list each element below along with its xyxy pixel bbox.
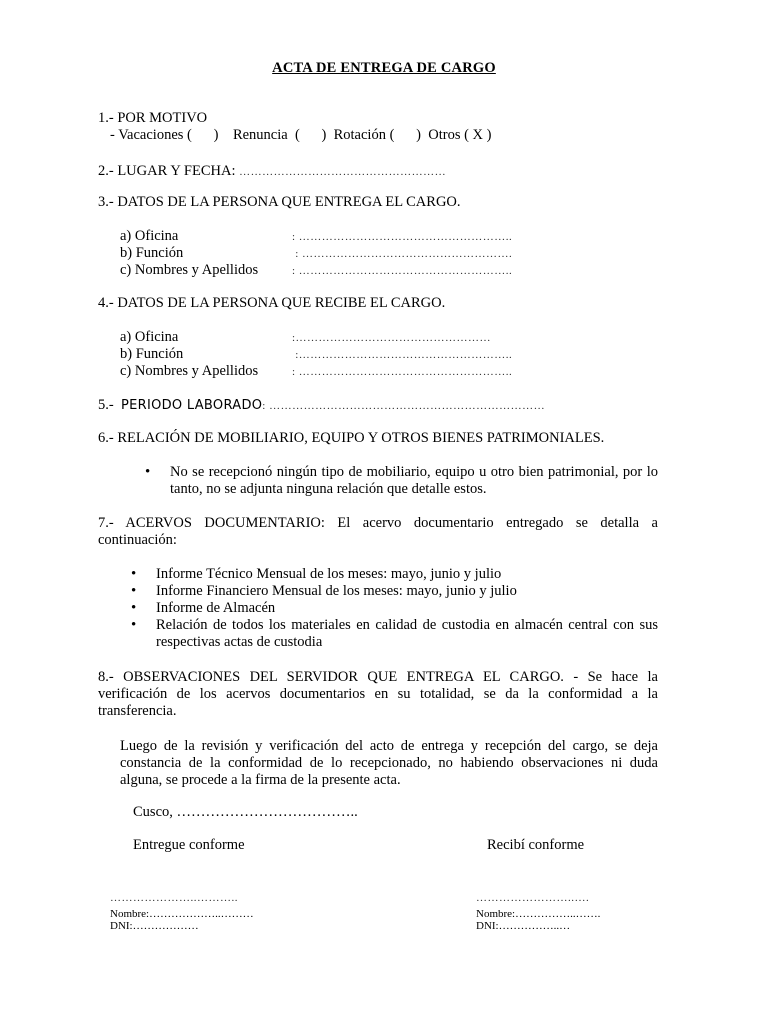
section-2-heading: 2.- LUGAR Y FECHA:: [98, 163, 236, 179]
sign-right-line: ……………………..….: [476, 892, 590, 904]
section-3-heading: 3.- DATOS DE LA PERSONA QUE ENTREGA EL CARGO.: [98, 194, 461, 210]
s3-funcion-label: b) Función: [120, 245, 184, 261]
sign-left-name: Nombre:………………..………: [110, 908, 254, 920]
s3-funcion-value: : ……………………………………………….: [292, 248, 513, 260]
document-title: ACTA DE ENTREGA DE CARGO: [272, 60, 496, 76]
section-5-prefix: 5.-: [98, 397, 121, 413]
sign-left-line: …………………..………..: [110, 892, 238, 904]
list-item: • Relación de todos los materiales en calidad de custodia en almacén central con sus respectivas actas de custodia: [131, 617, 658, 651]
section-8-heading: [98, 669, 658, 720]
section-7-heading: [98, 515, 658, 549]
s4-funcion-label: b) Función: [120, 346, 184, 362]
s3-nombres-value: : ………………………………………………..: [292, 265, 513, 277]
s4-nombres-value: : ………………………………………………..: [292, 366, 513, 378]
section-7-text: 7.- ACERVOS DOCUMENTARIO: El acervo documentario entregado se detalla a continuación:: [98, 515, 658, 548]
s3-oficina-label: a) Oficina: [120, 228, 179, 244]
section-2-dots: ………………………………………………: [239, 166, 447, 178]
section-4-heading: 4.- DATOS DE LA PERSONA QUE RECIBE EL CARGO.: [98, 295, 446, 311]
section-5-dots: : ………………………………………………………………: [262, 400, 546, 412]
sign-right-name: Nombre:……………..…….: [476, 908, 601, 920]
s3-oficina-value: : ………………………………………………..: [292, 231, 513, 243]
section-2-line: [98, 163, 446, 181]
place-date: Cusco, ………………………………..: [133, 804, 358, 820]
s4-nombres-label: c) Nombres y Apellidos: [120, 363, 259, 379]
sign-right-dni: DNI:……………..…: [476, 920, 571, 932]
list-item: • Informe de Almacén: [131, 600, 658, 617]
section-1-options: - Vacaciones ( ) Renuncia ( ) Rotación ( ) Otros ( X ): [110, 127, 492, 143]
section-5-heading: PERIODO LABORADO: [120, 398, 263, 413]
section-8-text: 8.- OBSERVACIONES DEL SERVIDOR QUE ENTREGA EL CARGO. - Se hace la verificación de los acervos documentarios en su totalidad, se da la conformidad a la transferencia.: [98, 669, 658, 719]
s4-oficina-label: a) Oficina: [120, 329, 179, 345]
section-7-list: [131, 566, 658, 651]
list-item: • Informe Financiero Mensual de los meses: mayo, junio y julio: [131, 583, 658, 600]
section-6-list: [145, 464, 658, 498]
s3-nombres-label: c) Nombres y Apellidos: [120, 262, 259, 278]
section-1-heading: 1.- POR MOTIVO: [98, 110, 208, 126]
sign-left-dni: DNI:………………: [110, 920, 199, 932]
section-8-paragraph: Luego de la revisión y verificación del acto de entrega y recepción del cargo, se deja constancia de la conformidad de lo recepcionado, no habiendo observaciones ni duda alguna, se procede a la firma de la presente acta.: [120, 738, 658, 788]
list-item: • Informe Técnico Mensual de los meses: mayo, junio y julio: [131, 566, 658, 583]
s4-funcion-value: :………………………………………………..: [292, 349, 513, 361]
list-item: • No se recepcionó ningún tipo de mobiliario, equipo u otro bien patrimonial, por lo tanto, no se adjunta ninguna relación que detalle estos.: [145, 464, 658, 498]
s4-oficina-value: :……………………………………………: [292, 332, 492, 344]
section-6-heading: 6.- RELACIÓN DE MOBILIARIO, EQUIPO Y OTROS BIENES PATRIMONIALES.: [98, 430, 605, 446]
section-5-line: [98, 397, 545, 415]
sign-left-title: Entregue conforme: [133, 837, 245, 853]
sign-right-title: Recibí conforme: [487, 837, 585, 853]
